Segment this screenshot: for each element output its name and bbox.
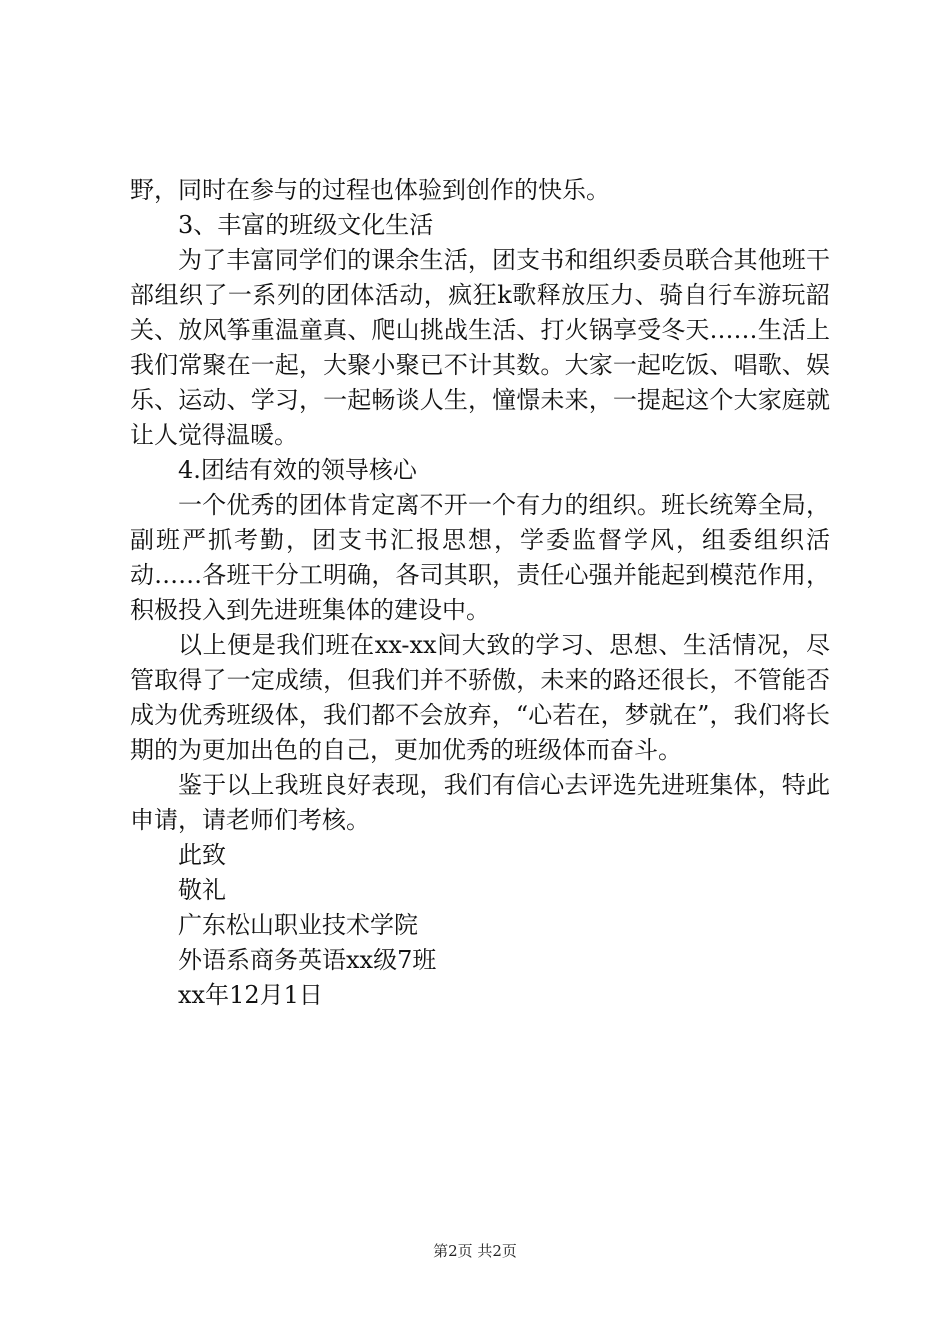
paragraph-culture-life: 为了丰富同学们的课余生活，团支书和组织委员联合其他班干部组织了一系列的团体活动，疯狂k歌释放压力、骑自行车游玩韶关、放风筝重温童真、爬山挑战生活、打火锅享受冬天……生活上我们常聚在一起，大聚小聚已不计其数。大家一起吃饭、唱歌、娱乐、运动、学习，一起畅谈人生，憧憬未来，一提起这个大家庭就让人觉得温暖。 <box>130 246 830 449</box>
paragraph-leadership: 一个优秀的团体肯定离不开一个有力的组织。班长统筹全局，副班严抓考勤，团支书汇报思想，学委监督学风，组委组织活动……各班干分工明确，各司其职，责任心强并能起到模范作用，积极投入到先进班集体的建设中。 <box>130 491 830 624</box>
page-number-footer: 第2页 共2页 <box>433 1242 517 1260</box>
signature-school: 广东松山职业技术学院 <box>178 911 418 939</box>
paragraph-continuation: 野，同时在参与的过程也体验到创作的快乐。 <box>130 176 610 204</box>
section-heading-leadership: 4.团结有效的领导核心 <box>178 456 417 484</box>
document-body <box>130 173 830 1013</box>
signature-class: 外语系商务英语xx级7班 <box>178 946 437 974</box>
signature-date: xx年12月1日 <box>178 981 323 1009</box>
paragraph-summary: 以上便是我们班在xx-xx间大致的学习、思想、生活情况，尽管取得了一定成绩，但我们并不骄傲，未来的路还很长，不管能否成为优秀班级体，我们都不会放弃，“心若在，梦就在”，我们将长期的为更加出色的自己，更加优秀的班级体而奋斗。 <box>130 631 830 764</box>
closing-regards: 敬礼 <box>178 876 226 904</box>
section-heading-culture-life: 3、丰富的班级文化生活 <box>178 211 434 239</box>
paragraph-application: 鉴于以上我班良好表现，我们有信心去评选先进班集体，特此申请，请老师们考核。 <box>130 771 830 834</box>
closing-salutation: 此致 <box>178 841 226 869</box>
